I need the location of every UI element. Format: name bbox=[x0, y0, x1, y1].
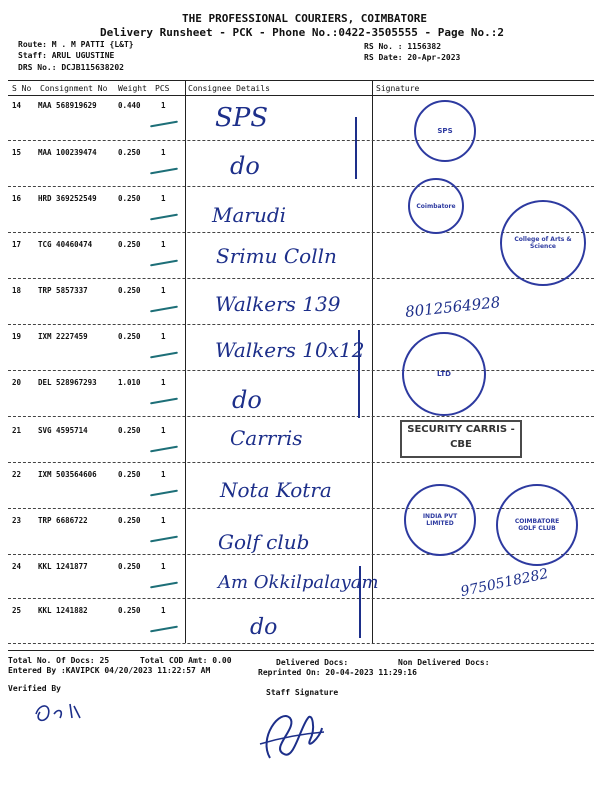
col-consignee: Consignee Details bbox=[188, 84, 270, 93]
row-divider bbox=[8, 140, 594, 141]
row-pcs: 1 bbox=[161, 562, 166, 571]
row-weight: 0.250 bbox=[118, 426, 141, 435]
consignee-hand-22: Nota Kotra bbox=[220, 478, 332, 502]
col-consignment: Consignment No bbox=[40, 84, 108, 93]
row-sno: 15 bbox=[12, 148, 22, 157]
bracket-mark-3 bbox=[356, 566, 361, 638]
row-weight: 0.250 bbox=[118, 470, 141, 479]
company-title: THE PROFESSIONAL COURIERS, COIMBATORE bbox=[182, 12, 428, 25]
total-cod: Total COD Amt: 0.00 bbox=[140, 656, 232, 665]
bracket-mark-1 bbox=[352, 117, 357, 179]
staff-label: Staff: ARUL UGUSTINE bbox=[18, 51, 115, 60]
table-row bbox=[0, 606, 600, 616]
reprinted-on: Reprinted On: 20-04-2023 11:29:16 bbox=[258, 668, 417, 677]
stamp-college: College of Arts & Science bbox=[500, 200, 586, 286]
tick-mark bbox=[150, 490, 178, 497]
row-sno: 22 bbox=[12, 470, 22, 479]
row-weight: 1.010 bbox=[118, 378, 141, 387]
table-header-rule bbox=[8, 95, 594, 96]
consignee-hand-25: do bbox=[250, 615, 278, 640]
row-consignment: KKL 1241882 bbox=[38, 606, 88, 615]
staff-signature-scribble bbox=[250, 698, 330, 770]
table-row bbox=[0, 101, 600, 111]
row-divider bbox=[8, 278, 594, 279]
table-row bbox=[0, 194, 600, 204]
runsheet-subtitle: Delivery Runsheet - PCK - Phone No.:0422-3505555 - Page No.:2 bbox=[100, 26, 504, 39]
entered-by: Entered By :KAVIPCK 04/20/2023 11:22:57 AM bbox=[8, 666, 211, 675]
row-sno: 14 bbox=[12, 101, 22, 110]
row-consignment: IXM 503564606 bbox=[38, 470, 97, 479]
tick-mark bbox=[150, 398, 178, 405]
tick-mark bbox=[150, 306, 178, 313]
table-row bbox=[0, 562, 600, 572]
consignee-hand-15: do bbox=[230, 152, 260, 180]
row-weight: 0.250 bbox=[118, 286, 141, 295]
delivered-docs: Delivered Docs: bbox=[276, 658, 349, 667]
row-divider bbox=[8, 186, 594, 187]
row-sno: 25 bbox=[12, 606, 22, 615]
col-weight: Weight bbox=[118, 84, 147, 93]
non-delivered-docs: Non Delivered Docs: bbox=[398, 658, 490, 667]
row-sno: 16 bbox=[12, 194, 22, 203]
tick-mark bbox=[150, 352, 178, 359]
row-divider bbox=[8, 416, 594, 417]
tick-mark bbox=[150, 121, 178, 128]
stamp-golf-club: COIMBATORE GOLF CLUB bbox=[496, 484, 578, 566]
consignee-hand-19: Walkers 10x12 bbox=[215, 338, 365, 362]
row-sno: 18 bbox=[12, 286, 22, 295]
row-divider bbox=[8, 370, 594, 371]
table-row bbox=[0, 378, 600, 388]
row-weight: 0.250 bbox=[118, 194, 141, 203]
row-divider bbox=[8, 324, 594, 325]
row-pcs: 1 bbox=[161, 426, 166, 435]
verified-signature bbox=[30, 696, 90, 728]
row-pcs: 1 bbox=[161, 516, 166, 525]
verified-by-label: Verified By bbox=[8, 684, 61, 693]
row-sno: 17 bbox=[12, 240, 22, 249]
rs-date: RS Date: 20-Apr-2023 bbox=[364, 53, 461, 62]
col-pcs: PCS bbox=[155, 84, 170, 93]
row-weight: 0.440 bbox=[118, 101, 141, 110]
footer-rule bbox=[8, 650, 594, 651]
row-consignment: HRD 369252549 bbox=[38, 194, 97, 203]
row-weight: 0.250 bbox=[118, 240, 141, 249]
row-pcs: 1 bbox=[161, 240, 166, 249]
tick-mark bbox=[150, 626, 178, 633]
row-weight: 0.250 bbox=[118, 148, 141, 157]
tick-mark bbox=[150, 536, 178, 543]
stamp-security-carris: SECURITY CARRIS - CBE bbox=[400, 420, 522, 458]
row-sno: 23 bbox=[12, 516, 22, 525]
stamp-pvt-ltd: LTD bbox=[402, 332, 486, 416]
row-weight: 0.250 bbox=[118, 516, 141, 525]
row-weight: 0.250 bbox=[118, 332, 141, 341]
row-consignment: SVG 4595714 bbox=[38, 426, 88, 435]
table-top-rule bbox=[8, 80, 594, 81]
row-consignment: MAA 100239474 bbox=[38, 148, 97, 157]
row-pcs: 1 bbox=[161, 101, 166, 110]
consignee-hand-20: do bbox=[232, 386, 262, 414]
stamp-india-pvt: INDIA PVT LIMITED bbox=[404, 484, 476, 556]
row-divider bbox=[8, 598, 594, 599]
row-pcs: 1 bbox=[161, 194, 166, 203]
consignee-hand-17: Srimu Colln bbox=[216, 244, 337, 268]
bracket-mark-2 bbox=[355, 330, 360, 418]
tick-mark bbox=[150, 168, 178, 175]
stamp-coimbatore: Coimbatore bbox=[408, 178, 464, 234]
table-row bbox=[0, 148, 600, 158]
row-pcs: 1 bbox=[161, 148, 166, 157]
total-docs: Total No. Of Docs: 25 bbox=[8, 656, 110, 665]
row-divider bbox=[8, 554, 594, 555]
row-sno: 19 bbox=[12, 332, 22, 341]
staff-signature-label: Staff Signature bbox=[266, 688, 339, 697]
stamp-sps: SPS bbox=[414, 100, 476, 162]
row-divider bbox=[8, 643, 594, 644]
drs-number: DRS No.: DCJB115638202 bbox=[18, 63, 124, 72]
row-pcs: 1 bbox=[161, 332, 166, 341]
row-consignment: TRP 6686722 bbox=[38, 516, 88, 525]
row-sno: 20 bbox=[12, 378, 22, 387]
row-consignment: MAA 568919629 bbox=[38, 101, 97, 110]
row-weight: 0.250 bbox=[118, 562, 141, 571]
row-divider bbox=[8, 462, 594, 463]
row-consignment: TCG 40460474 bbox=[38, 240, 93, 249]
consignee-column-rule bbox=[185, 80, 186, 643]
rs-number: RS No. : 1156382 bbox=[364, 42, 442, 51]
tick-mark bbox=[150, 214, 178, 221]
row-pcs: 1 bbox=[161, 606, 166, 615]
signature-column-rule bbox=[372, 80, 373, 643]
row-consignment: DEL 528967293 bbox=[38, 378, 97, 387]
col-signature: Signature bbox=[376, 84, 420, 93]
consignee-hand-23: Golf club bbox=[218, 530, 310, 554]
signature-phone-2: 9750518282 bbox=[459, 565, 550, 601]
row-pcs: 1 bbox=[161, 378, 166, 387]
row-pcs: 1 bbox=[161, 286, 166, 295]
signature-phone-1: 8012564928 bbox=[404, 293, 502, 321]
tick-mark bbox=[150, 446, 178, 453]
route-label: Route: M . M PATTI {L&T} bbox=[18, 40, 134, 49]
row-consignment: TRP 5857337 bbox=[38, 286, 88, 295]
row-consignment: KKL 1241877 bbox=[38, 562, 88, 571]
consignee-hand-18: Walkers 139 bbox=[215, 292, 341, 316]
consignee-hand-21: Carrris bbox=[230, 426, 303, 450]
row-weight: 0.250 bbox=[118, 606, 141, 615]
consignee-hand-14: SPS bbox=[215, 103, 269, 133]
row-sno: 21 bbox=[12, 426, 22, 435]
row-consignment: IXM 2227459 bbox=[38, 332, 88, 341]
col-sno: S No bbox=[12, 84, 32, 93]
tick-mark bbox=[150, 260, 178, 267]
tick-mark bbox=[150, 582, 178, 589]
row-sno: 24 bbox=[12, 562, 22, 571]
consignee-hand-24: Am Okkilpalayam bbox=[218, 572, 379, 593]
row-pcs: 1 bbox=[161, 470, 166, 479]
consignee-hand-16: Marudi bbox=[212, 203, 287, 227]
